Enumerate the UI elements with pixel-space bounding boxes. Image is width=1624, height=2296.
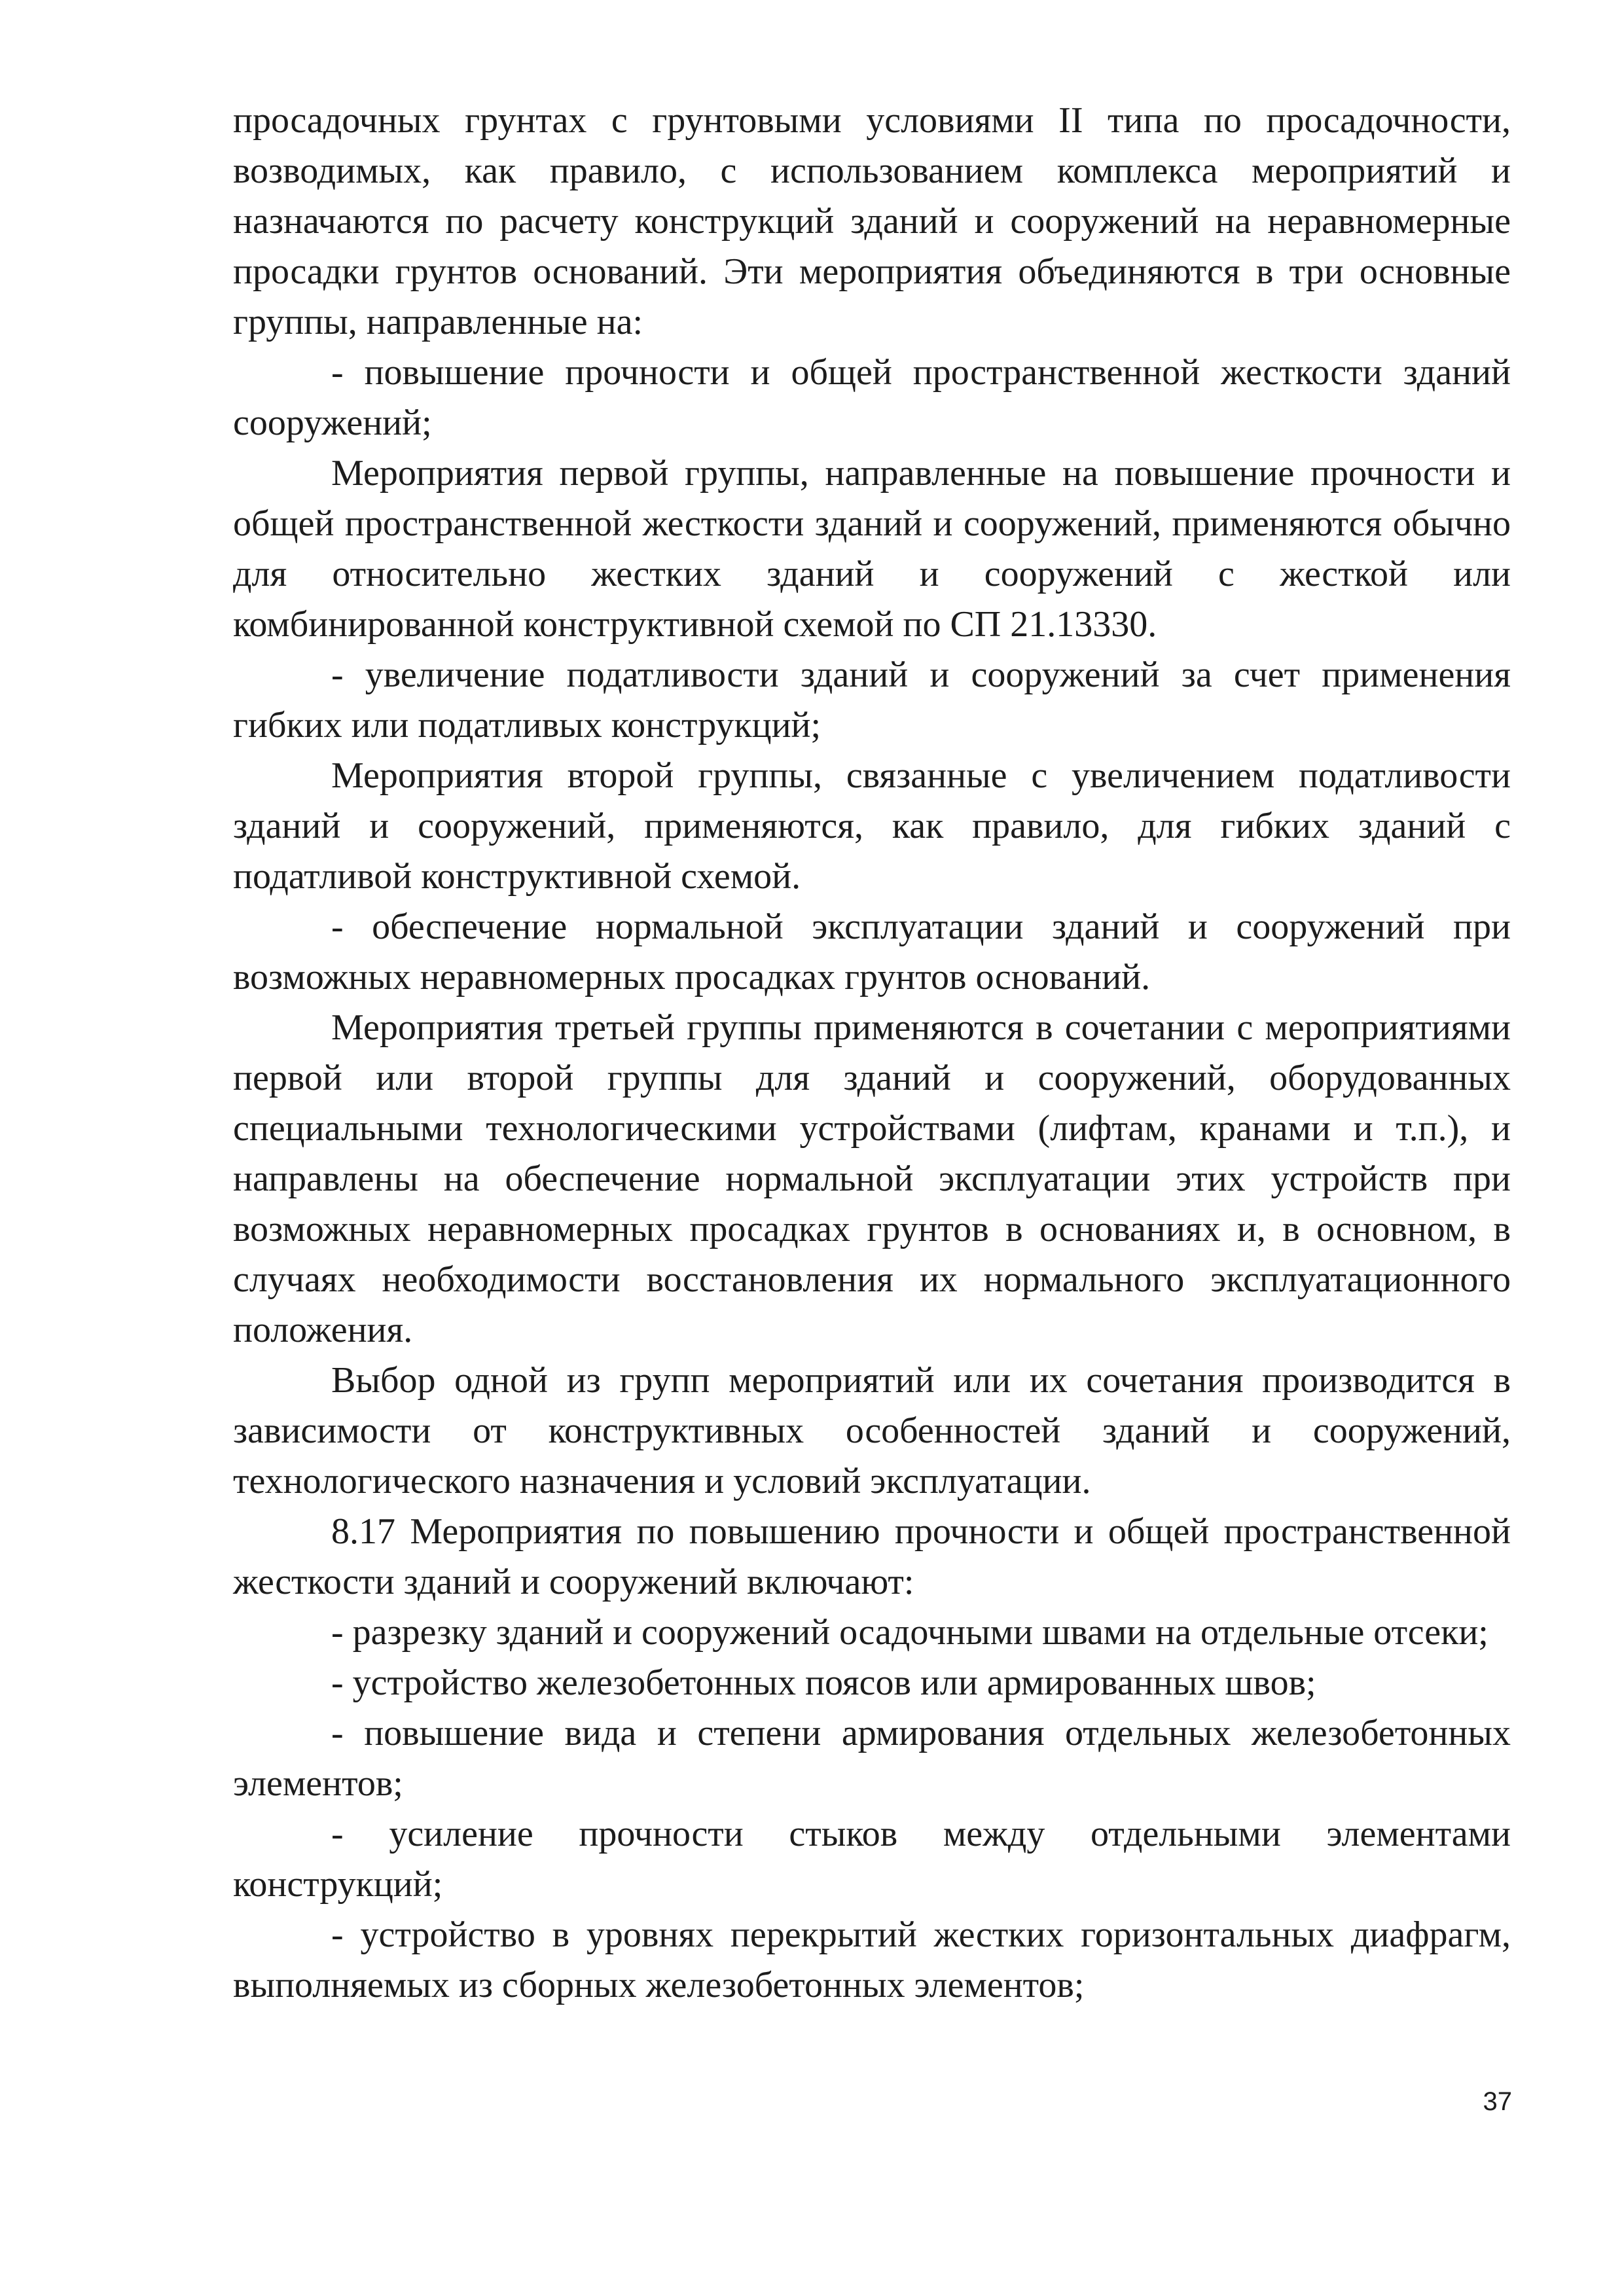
list-item-reinforcement: - повышение вида и степени армирования отдельных железобетонных элементов; [233, 1713, 1511, 1804]
paragraph-group-two: Мероприятия второй группы, связанные с увеличением податливости зданий и сооружений, применяются, как правило, для гибких зданий с податливой конструктивной схемой. [233, 755, 1511, 897]
paragraph-group-one: Мероприятия первой группы, направленные на повышение прочности и общей пространственной жесткости зданий и сооружений, применяются обычно для относительно жестких зданий и сооружений с жесткой или комбинированной конструктивной схемой по СП 21.13330. [233, 453, 1511, 645]
clause-8-17: 8.17 Мероприятия по повышению прочности и общей пространственной жесткости зданий и сооружений включают: [233, 1511, 1511, 1602]
paragraph-continuation: просадочных грунтах с грунтовыми условиями II типа по просадочности, возводимых, как правило, с использованием комплекса мероприятий и назначаются по расчету конструкций зданий и сооружений на неравномерные просадки грунтов оснований. Эти мероприятия объединяются в три основные группы, направленные на: [233, 100, 1511, 342]
page-number: 37 [1483, 2087, 1512, 2116]
list-item-diaphragms: - устройство в уровнях перекрытий жестких горизонтальных диафрагм, выполняемых из сборных железобетонных элементов; [233, 1914, 1511, 2005]
list-item-joint-strength: - усиление прочности стыков между отдельными элементами конструкций; [233, 1814, 1511, 1905]
list-item-group-two: - увеличение податливости зданий и сооружений за счет применения гибких или податливых конструкций; [233, 655, 1511, 745]
list-item-group-three: - обеспечение нормальной эксплуатации зданий и сооружений при возможных неравномерных просадках грунтов оснований. [233, 906, 1511, 997]
page-body-text [233, 96, 1511, 2011]
list-item-belts: - устройство железобетонных поясов или армированных швов; [331, 1662, 1316, 1703]
list-item-group-one: - повышение прочности и общей пространственной жесткости зданий сооружений; [233, 352, 1511, 443]
paragraph-group-three: Мероприятия третьей группы применяются в сочетании с мероприятиями первой или второй группы для зданий и сооружений, оборудованных специальными технологическими устройствами (лифтам, кранами и т.п.), и направлены на обеспечение нормальной эксплуатации этих устройств при возможных неравномерных просадках грунтов в основаниях и, в основном, в случаях необходимости восстановления их нормального эксплуатационного положения. [233, 1007, 1511, 1350]
paragraph-group-choice: Выбор одной из групп мероприятий или их сочетания производится в зависимости от конструктивных особенностей зданий и сооружений, технологического назначения и условий эксплуатации. [233, 1360, 1511, 1501]
list-item-settlement-joints: - разрезку зданий и сооружений осадочными швами на отдельные отсеки; [331, 1612, 1489, 1653]
